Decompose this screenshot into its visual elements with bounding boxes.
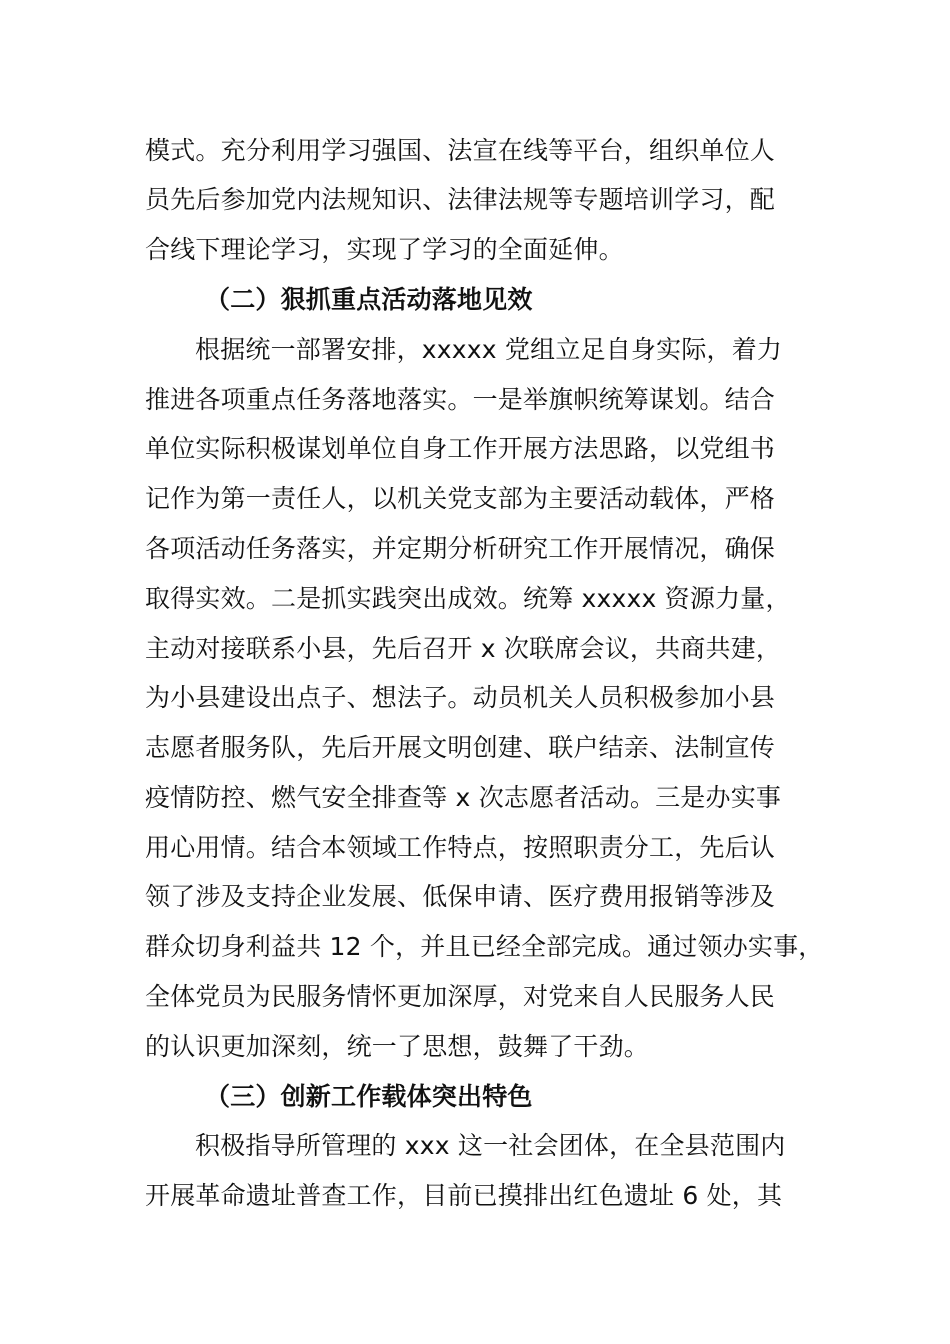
body-line: 全体党员为民服务情怀更加深厚，对党来自人民服务人民 xyxy=(145,982,776,1011)
body-line: 领了涉及支持企业发展、低保申请、医疗费用报销等涉及 xyxy=(145,882,776,911)
section-heading: （三）创新工作载体突出特色 xyxy=(205,1082,533,1111)
body-line: 模式。充分利用学习强国、法宣在线等平台，组织单位人 xyxy=(145,136,776,165)
body-line: 群众切身利益共 12 个，并且已经全部完成。通过领办实事， xyxy=(145,932,824,961)
body-line: 记作为第一责任人，以机关党支部为主要活动载体，严格 xyxy=(145,484,776,513)
body-line: 为小县建设出点子、想法子。动员机关人员积极参加小县 xyxy=(145,683,776,712)
body-line: 用心用情。结合本领域工作特点，按照职责分工，先后认 xyxy=(145,833,776,862)
body-line: 主动对接联系小县，先后召开 x 次联席会议，共商共建， xyxy=(145,634,782,663)
body-line: 合线下理论学习，实现了学习的全面延伸。 xyxy=(145,235,624,264)
body-line: 志愿者服务队，先后开展文明创建、联户结亲、法制宣传 xyxy=(145,733,776,762)
body-line: 员先后参加党内法规知识、法律法规等专题培训学习，配 xyxy=(145,185,776,214)
body-line: 单位实际积极谋划单位自身工作开展方法思路，以党组书 xyxy=(145,434,776,463)
body-line: 的认识更加深刻，统一了思想，鼓舞了干劲。 xyxy=(145,1032,650,1061)
body-line: 各项活动任务落实，并定期分析研究工作开展情况，确保 xyxy=(145,534,776,563)
paragraph-first-line: 根据统一部署安排，xxxxx 党组立足自身实际，着力 xyxy=(195,335,783,364)
body-line: 取得实效。二是抓实践突出成效。统筹 xxxxx 资源力量， xyxy=(145,584,791,613)
body-line: 开展革命遗址普查工作，目前已摸排出红色遗址 6 处，其 xyxy=(145,1181,783,1210)
paragraph-first-line: 积极指导所管理的 xxx 这一社会团体，在全县范围内 xyxy=(195,1131,786,1160)
section-heading: （二）狠抓重点活动落地见效 xyxy=(205,285,533,314)
body-line: 疫情防控、燃气安全排查等 x 次志愿者活动。三是办实事 xyxy=(145,783,782,812)
body-line: 推进各项重点任务落地落实。一是举旗帜统筹谋划。结合 xyxy=(145,385,776,414)
